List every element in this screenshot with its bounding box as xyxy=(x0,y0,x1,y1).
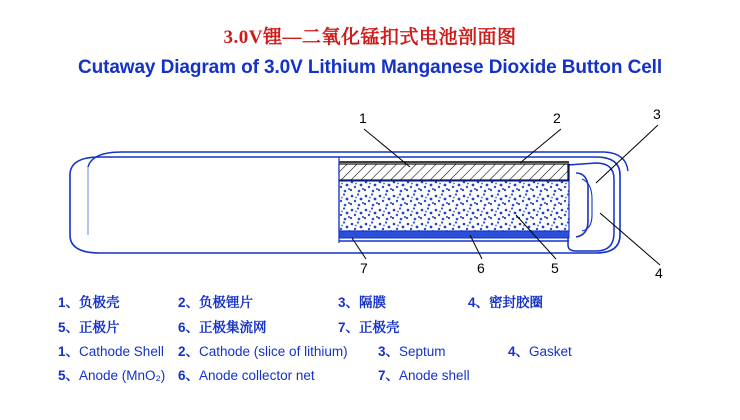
legend-en-item-2 xyxy=(178,345,378,359)
gasket-crimp xyxy=(568,163,614,251)
legend-en-item-1 xyxy=(58,345,178,359)
legend-en-num-6: 6、 xyxy=(178,367,200,383)
legend-en-label-4: Gasket xyxy=(529,344,572,359)
callout-top-2: 2 xyxy=(553,110,561,126)
legend-cn-item-6: 6、正极集流网 xyxy=(178,319,267,335)
legend-en-item-5 xyxy=(58,369,178,383)
callout-bottom-5: 5 xyxy=(551,260,559,276)
legend-cn-item-3: 3、隔膜 xyxy=(338,295,387,310)
legend-en-item-6 xyxy=(178,369,378,383)
callout-bottom-7: 7 xyxy=(360,260,368,276)
legend-en-num-2: 2、 xyxy=(178,344,200,359)
legend-en-label-1: Cathode Shell xyxy=(79,344,164,359)
anode-mno2-layer xyxy=(339,181,569,231)
battery-cutaway-diagram xyxy=(0,95,740,285)
legend-en-label-3: Septum xyxy=(399,344,446,359)
legend-en-num-7: 7、 xyxy=(378,367,400,383)
page-title-chinese: 3.0V锂—二氧化锰扣式电池剖面图 xyxy=(223,27,517,48)
callout-bottom-4: 4 xyxy=(655,265,663,281)
legend-en-item-4 xyxy=(508,345,668,359)
legend-row-en-2 xyxy=(0,369,740,383)
legend-cn-item-2: 2、负极锂片 xyxy=(178,295,254,310)
cathode-lithium-layer xyxy=(339,164,569,180)
page-title-english: Cutaway Diagram of 3.0V Lithium Manganese Dioxide Button Cell xyxy=(77,57,663,78)
legend xyxy=(0,296,740,392)
legend-en-num-5: 5、 xyxy=(58,367,80,383)
legend-cn-item-8 xyxy=(468,321,628,335)
legend-row-cn-2 xyxy=(0,321,740,335)
legend-cn-item-4: 4、密封胶圈 xyxy=(468,295,544,310)
callout-top-3: 3 xyxy=(653,106,661,122)
legend-cn-item-1: 1、负极壳 xyxy=(58,295,120,310)
callout-bottom-6: 6 xyxy=(477,260,485,276)
legend-en-item-7 xyxy=(378,369,508,383)
legend-row-en-1 xyxy=(0,345,740,359)
legend-en-num-3: 3、 xyxy=(378,344,400,359)
legend-row-cn-1 xyxy=(0,296,740,310)
legend-en-label-5: Anode (MnO₂) xyxy=(79,367,166,383)
callout-top-1: 1 xyxy=(359,110,367,126)
legend-en-item-3 xyxy=(378,345,508,359)
legend-en-label-7: Anode shell xyxy=(399,367,470,383)
legend-en-item-8 xyxy=(508,369,668,383)
battery-cross-section-svg xyxy=(0,95,740,285)
legend-cn-item-7: 7、正极壳 xyxy=(338,319,400,335)
legend-en-label-6: Anode collector net xyxy=(199,367,315,383)
legend-en-num-4: 4、 xyxy=(508,344,530,359)
legend-en-label-2: Cathode (slice of lithium) xyxy=(199,344,348,359)
anode-collector-net-layer xyxy=(339,231,569,238)
legend-en-num-1: 1、 xyxy=(58,344,80,359)
legend-cn-item-5: 5、正极片 xyxy=(58,319,120,335)
